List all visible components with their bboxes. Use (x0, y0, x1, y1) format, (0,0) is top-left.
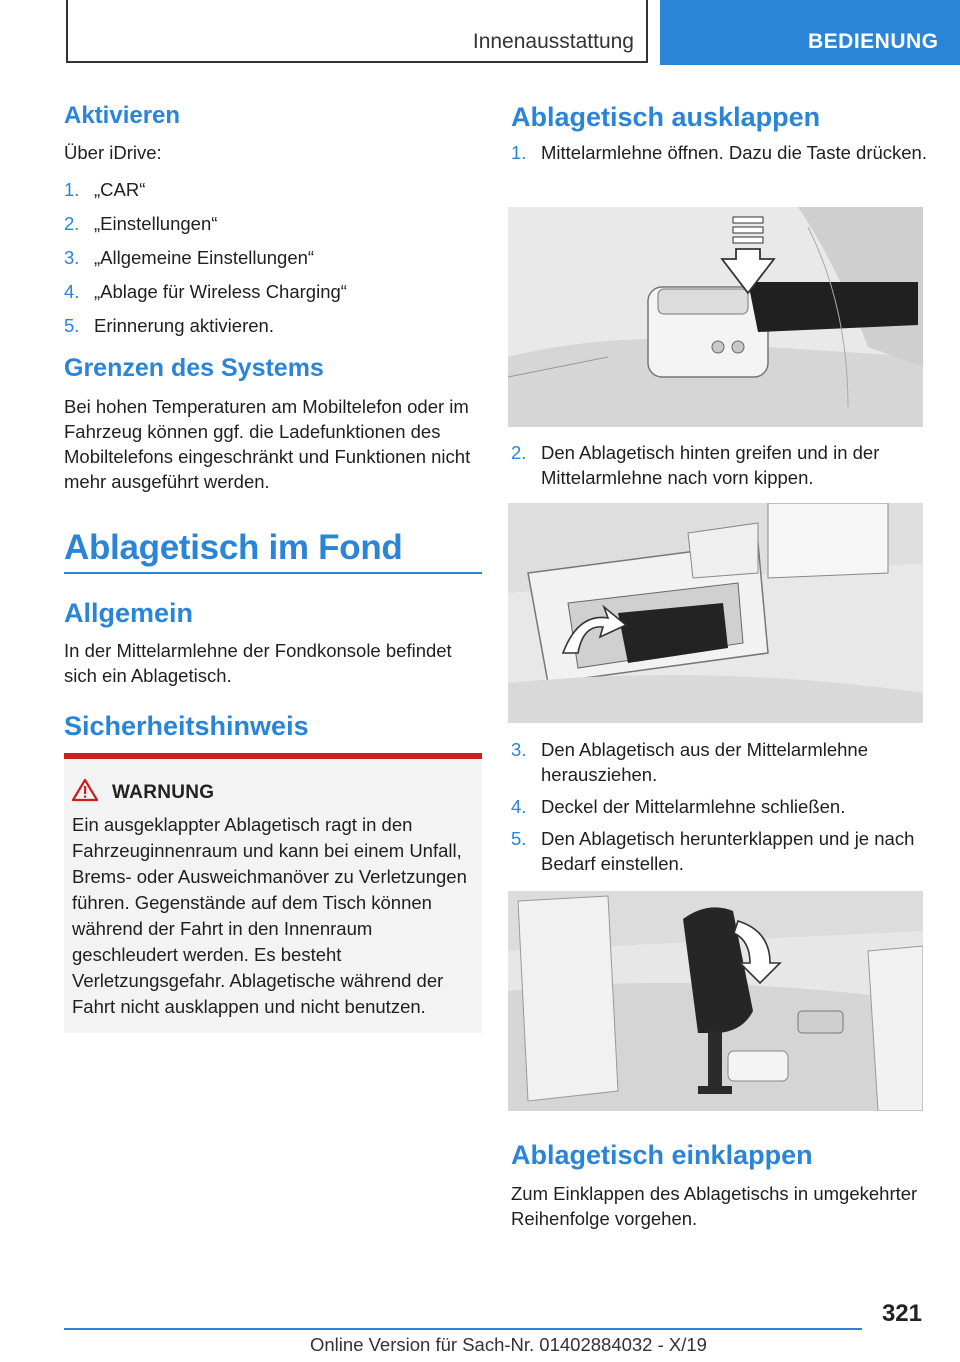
header-section-title: Innenausstattung (472, 30, 634, 53)
step-text: Den Ablagetisch herunterklappen und je nach Bedarf einstellen. (541, 828, 915, 874)
heading-sicherheitshinweis: Sicherheitshinweis (64, 711, 309, 741)
warning-title: WARNUNG (112, 782, 215, 803)
step-number: 5. (511, 828, 527, 849)
step-number: 4. (64, 281, 80, 302)
figure-armrest-button (508, 207, 923, 427)
page-header (0, 0, 960, 66)
page-title: Ablagetisch im Fond (64, 528, 403, 567)
ausklappen-steps-3 (511, 737, 929, 876)
heading-einklappen: Ablagetisch einklappen (511, 1140, 813, 1170)
title-divider (64, 572, 482, 574)
footer-divider (64, 1328, 862, 1330)
ausklappen-steps-2 (511, 440, 929, 490)
header-chapter-title: BEDIENUNG (808, 30, 939, 53)
list-item (64, 245, 482, 270)
einklappen-text: Zum Einklappen des Ablagetischs in umgekehrter Reihenfolge vorgehen. (511, 1183, 918, 1229)
heading-aktivieren: Aktivieren (64, 102, 181, 129)
step-text: Deckel der Mittelarmlehne schließen. (541, 796, 846, 817)
ausklappen-steps-1 (511, 140, 929, 165)
step-text: „Ablage für Wireless Charging“ (94, 281, 347, 302)
header-section-box (66, 0, 648, 63)
heading-grenzen: Grenzen des Systems (64, 354, 324, 382)
list-item (64, 177, 482, 202)
step-number: 1. (64, 179, 80, 200)
step-text: Erinnerung aktivieren. (94, 315, 274, 336)
heading-ausklappen: Ablagetisch ausklappen (511, 102, 821, 132)
list-item (511, 140, 929, 165)
step-number: 1. (511, 142, 527, 163)
step-text: Den Ablagetisch aus der Mittelarmlehne herausziehen. (541, 739, 869, 785)
footer-text: Online Version für Sach-Nr. 01402884032 - X/19 (310, 1334, 707, 1355)
figure-fold-down-table (508, 891, 923, 1111)
step-number: 2. (64, 213, 80, 234)
allgemein-text: In der Mittelarmlehne der Fondkonsole befindet sich ein Ablagetisch. (64, 640, 452, 686)
step-text: „Einstellungen“ (94, 213, 218, 234)
grenzen-text: Bei hohen Temperaturen am Mobiltelefon oder im Fahrzeug können ggf. die Ladefunktionen des Mobiltelefons eingeschränkt und Funktionen nicht mehr ausgeführt werden. (64, 396, 471, 492)
aktivieren-steps (64, 177, 482, 338)
list-item (64, 279, 482, 304)
warning-triangle-icon (72, 778, 98, 807)
page-number: 321 (881, 1300, 922, 1327)
step-number: 2. (511, 442, 527, 463)
step-number: 3. (64, 247, 80, 268)
aktivieren-intro: Über iDrive: (64, 142, 162, 163)
list-item (64, 313, 482, 338)
step-text: Den Ablagetisch hinten greifen und in der Mittelarmlehne nach vorn kippen. (541, 442, 880, 488)
list-item (64, 211, 482, 236)
list-item (511, 794, 929, 819)
warning-text: Ein ausgeklappter Ablagetisch ragt in den Fahrzeuginnenraum und kann bei einem Unfall, Brems- oder Ausweichmanöver zu Verletzungen führen. Gegenstände auf dem Tisch können während der Fahrt in den Innenraum geschleudert werden. Es besteht Verletzungsgefahr. Ablagetische während der Fahrt nicht ausklappen und nicht benutzen. (72, 814, 467, 1017)
step-text: „Allgemeine Einstellungen“ (94, 247, 315, 268)
step-number: 5. (64, 315, 80, 336)
step-number: 3. (511, 739, 527, 760)
step-text: „CAR“ (94, 179, 146, 200)
figure-tilt-table (508, 503, 923, 723)
step-text: Mittelarmlehne öffnen. Dazu die Taste drücken. (541, 142, 927, 163)
step-number: 4. (511, 796, 527, 817)
header-chapter-tab (660, 0, 960, 65)
heading-allgemein: Allgemein (64, 598, 194, 628)
list-item (511, 737, 929, 787)
warning-box (64, 759, 482, 1033)
list-item (511, 440, 929, 490)
list-item (511, 826, 929, 876)
